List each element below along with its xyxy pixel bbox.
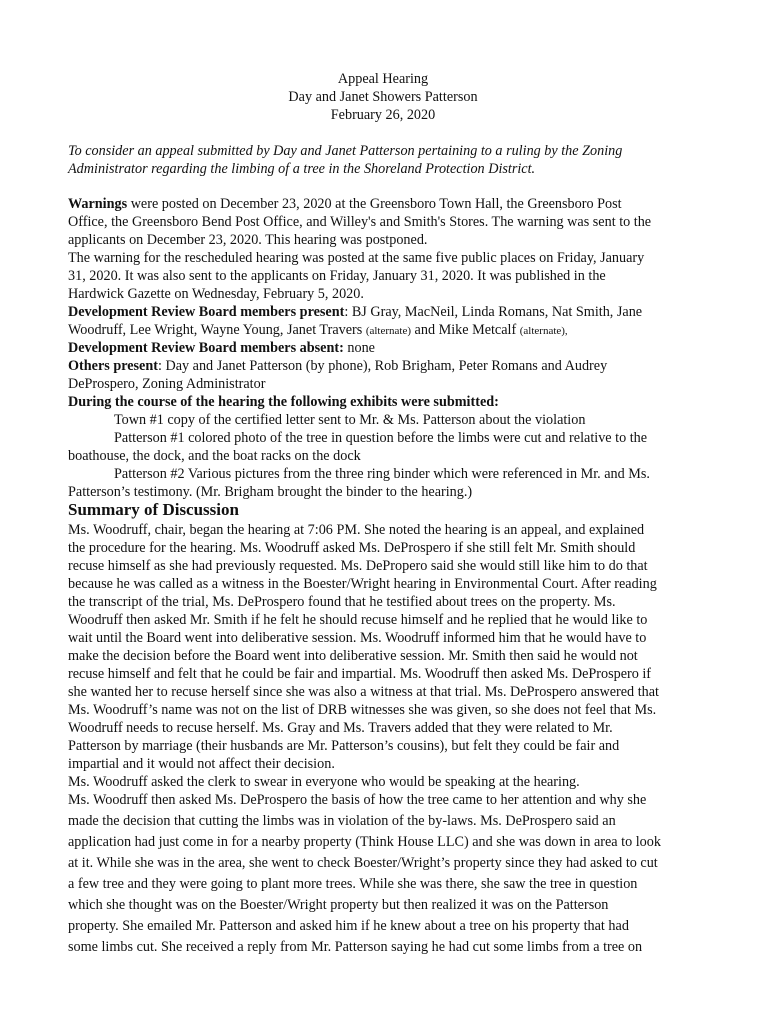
document-date: February 26, 2020 xyxy=(330,107,436,123)
members-absent-value: none xyxy=(343,340,375,356)
warnings-line: Hardwick Gazette on Wednesday, February 5, 2020. xyxy=(68,286,364,302)
members-present-text: : BJ Gray, MacNeil, Linda Romans, Nat Smith, Jane xyxy=(344,304,643,320)
members-present-text: Woodruff, Lee Wright, Wayne Young, Janet Travers xyxy=(68,322,366,338)
purpose-line: To consider an appeal submitted by Day and Janet Patterson pertaining to a ruling by the Zoning xyxy=(68,143,623,159)
others-present-line: DeProspero, Zoning Administrator xyxy=(68,376,266,392)
members-present-text: and Mike Metcalf xyxy=(411,322,520,338)
summary-line: Woodruff then asked Mr. Smith if he felt he should recuse himself and he replied that he would like to xyxy=(68,612,648,628)
others-present-label: Others present xyxy=(68,358,158,374)
summary-line: some limbs cut. She received a reply from Mr. Patterson saying he had cut some limbs from a tree on xyxy=(68,939,643,955)
summary-line: made the decision that cutting the limbs was in violation of the by-laws. Ms. DeProspero said an xyxy=(68,813,616,829)
alternate-note: (alternate), xyxy=(519,325,568,337)
warnings-label: Warnings xyxy=(68,196,128,212)
summary-heading: Summary of Discussion xyxy=(68,500,239,519)
summary-line: Patterson by marriage (their husbands are Mr. Patterson’s cousins), but felt they could be fair and xyxy=(68,738,620,754)
warnings-line: 31, 2020. It was also sent to the applicants on Friday, January 31, 2020. It was published in the xyxy=(68,268,606,284)
summary-line: impartial and it would not affect their decision. xyxy=(68,756,335,772)
document-subtitle: Day and Janet Showers Patterson xyxy=(288,89,478,105)
warnings-line: applicants on December 23, 2020. This hearing was postponed. xyxy=(68,232,428,248)
summary-line: she wanted her to recuse herself since she was also a witness at that trial. Ms. DeProspero answered that xyxy=(68,684,659,700)
summary-line: Ms. Woodruff then asked Ms. DeProspero the basis of how the tree came to her attention and why she xyxy=(68,792,647,808)
summary-line: make the decision before the Board went into deliberative session. Mr. Smith then said he would not xyxy=(68,648,638,664)
summary-line: at it. While she was in the area, she went to check Boester/Wright’s property since they had asked to cut xyxy=(68,855,658,871)
summary-line: Ms. Woodruff’s name was not on the list of DRB witnesses she was given, so she does not feel that Ms. xyxy=(68,702,657,718)
members-absent-label: Development Review Board members absent: xyxy=(68,340,344,356)
summary-line: Ms. Woodruff, chair, began the hearing at 7:06 PM. She noted the hearing is an appeal, and explained xyxy=(68,522,645,538)
purpose-line: Administrator regarding the limbing of a tree in the Shoreland Protection District. xyxy=(68,161,536,177)
exhibit-item-continued: boathouse, the dock, and the boat racks on the dock xyxy=(68,448,361,464)
exhibit-item: Patterson #2 Various pictures from the three ring binder which were referenced in Mr. and Ms. xyxy=(114,466,650,482)
others-present-line xyxy=(68,357,607,375)
members-present-line xyxy=(68,321,568,340)
summary-line: recuse himself as she had previously requested. Ms. DePropero said she would still like him to do that xyxy=(68,558,648,574)
warnings-text: were posted on December 23, 2020 at the Greensboro Town Hall, the Greensboro Post xyxy=(127,196,622,212)
warnings-line: Office, the Greensboro Bend Post Office, and Willey's and Smith's Stores. The warning was sent to the xyxy=(68,214,652,230)
summary-line: which she thought was on the Boester/Wright property but then realized it was on the Patterson xyxy=(68,897,609,913)
summary-line: recuse himself and felt that he could be fair and impartial. Ms. Woodruff then asked Ms. DeProspero if xyxy=(68,666,652,682)
members-absent-line xyxy=(68,339,375,357)
alternate-note: (alternate) xyxy=(365,325,411,337)
summary-line: Ms. Woodruff asked the clerk to swear in everyone who would be speaking at the hearing. xyxy=(68,774,580,790)
exhibit-item: Patterson #1 colored photo of the tree in question before the limbs were cut and relative to the xyxy=(114,430,648,446)
members-present-line xyxy=(68,303,642,321)
summary-line: a few tree and they were going to plant more trees. While she was there, she saw the tree in question xyxy=(68,876,638,892)
summary-line: property. She emailed Mr. Patterson and asked him if he knew about a tree on his property that had xyxy=(68,918,629,934)
exhibit-item: Town #1 copy of the certified letter sent to Mr. & Ms. Patterson about the violation xyxy=(114,412,586,428)
summary-line: the procedure for the hearing. Ms. Woodruff asked Ms. DeProspero if she still felt Mr. Smith should xyxy=(68,540,636,556)
summary-line: wait until the Board went into deliberative session. Ms. Woodruff informed him that he would have to xyxy=(68,630,647,646)
exhibits-label: During the course of the hearing the following exhibits were submitted: xyxy=(68,394,499,410)
members-present-label: Development Review Board members present xyxy=(68,304,345,320)
summary-line: because he was called as a witness in the Boester/Wright hearing in Environmental Court. After reading xyxy=(68,576,657,592)
others-present-text: : Day and Janet Patterson (by phone), Rob Brigham, Peter Romans and Audrey xyxy=(157,358,608,374)
exhibit-item-continued: Patterson’s testimony. (Mr. Brigham brought the binder to the hearing.) xyxy=(68,484,473,500)
summary-line: the transcript of the trial, Ms. DeProspero found that he testified about trees on the property. Ms. xyxy=(68,594,616,610)
warnings-line: The warning for the rescheduled hearing was posted at the same five public places on Friday, January xyxy=(68,250,645,266)
summary-line: Woodruff needs to recuse herself. Ms. Gray and Ms. Travers added that they were related to Mr. xyxy=(68,720,613,736)
document-title: Appeal Hearing xyxy=(337,71,429,87)
warnings-line xyxy=(68,195,622,213)
summary-line: application had just come in for a nearby property (Think House LLC) and she was down in area to look xyxy=(68,834,661,850)
